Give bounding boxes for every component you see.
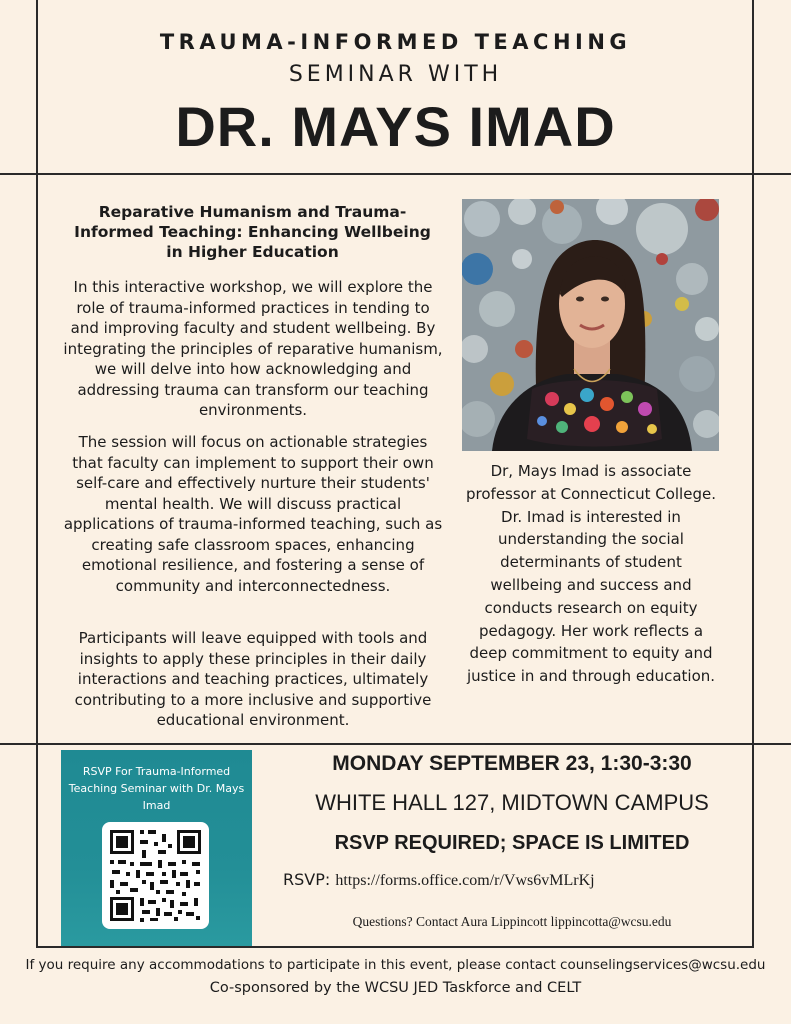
qr-card-title: RSVP For Trauma-Informed Teaching Seminar with Dr. Mays Imad: [68, 765, 245, 812]
header-line2: SEMINAR WITH: [288, 62, 503, 87]
event-divider: [0, 743, 791, 745]
event-date-time: MONDAY SEPTEMBER 23, 1:30-3:30: [332, 752, 692, 775]
session-paragraph-3: Participants will leave equipped with tools and insights to apply these principles in their daily interactions and teaching practices, ultimately contributing to a more inclusive and supportive educational environment.: [74, 629, 432, 729]
event-location: WHITE HALL 127, MIDTOWN CAMPUS: [315, 790, 709, 815]
accommodations-note: If you require any accommodations to participate in this event, please contact counselingservices@wcsu.edu: [25, 957, 766, 973]
header-divider: [0, 173, 791, 175]
session-title: Reparative Humanism and Trauma-Informed Teaching: Enhancing Wellbeing in Higher Education: [74, 203, 431, 261]
rsvp-line: [283, 870, 723, 890]
rsvp-required-note: RSVP REQUIRED; SPACE IS LIMITED: [334, 832, 690, 854]
rsvp-qr-card[interactable]: [61, 750, 252, 946]
bottom-border: [36, 946, 754, 948]
speaker-photo: [462, 199, 719, 451]
header-line1: TRAUMA-INFORMED TEACHING: [159, 30, 632, 54]
speaker-name-title: DR. MAYS IMAD: [175, 95, 616, 158]
qr-code-icon: [102, 822, 209, 929]
rsvp-label: RSVP:: [283, 870, 331, 889]
questions-contact: Questions? Contact Aura Lippincott lippincotta@wcsu.edu: [352, 914, 672, 929]
co-sponsors: Co-sponsored by the WCSU JED Taskforce and CELT: [209, 980, 582, 996]
session-paragraph-2: The session will focus on actionable strategies that faculty can implement to support their own self-care and effectively nurture their students' mental health. We will discuss practical applications of trauma-informed teaching, such as creating safe classroom spaces, enhancing emotional resilience, and fostering a sense of community and interconnectedness.: [63, 433, 443, 595]
speaker-bio: Dr, Mays Imad is associate professor at Connecticut College. Dr. Imad is interested in understanding the social determinants of student wellbeing and success and conducts research on equity pedagogy. Her work reflects a deep commitment to equity and justice in and through education.: [466, 462, 716, 686]
speaker-portrait-image: [462, 199, 719, 451]
session-paragraph-1: In this interactive workshop, we will explore the role of trauma-informed practices in tending to and improving faculty and student wellbeing. By integrating the principles of reparative humanism, we will delve into how acknowledging and addressing trauma can transform our teaching environments.: [63, 278, 443, 419]
qr-code[interactable]: [102, 822, 209, 929]
rsvp-link[interactable]: https://forms.office.com/r/Vws6vMLrKj: [335, 872, 595, 889]
